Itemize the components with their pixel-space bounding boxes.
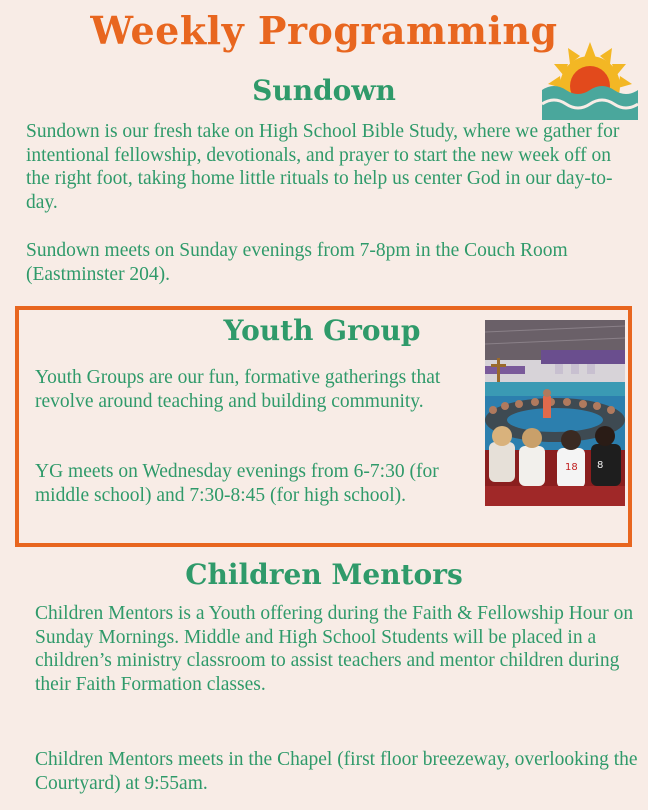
sundown-heading: Sundown xyxy=(252,74,396,107)
svg-text:8: 8 xyxy=(597,460,604,471)
sundown-description: Sundown is our fresh take on High School Bible Study, where we gather for intentional fellowship, devotionals, and prayer to start the new week off on the right foot, taking home little rituals to help us center God in our day-to-day. xyxy=(26,121,620,213)
youth-group-description: Youth Groups are our fun, formative gatherings that revolve around teaching and building community. xyxy=(35,367,441,412)
youth-group-schedule: YG meets on Wednesday evenings from 6-7:30 (for middle school) and 7:30-8:45 (for high school). xyxy=(35,461,439,506)
youth-group-photo xyxy=(485,320,625,506)
youth-group-heading: Youth Group xyxy=(223,314,421,347)
children-mentors-heading: Children Mentors xyxy=(185,558,463,591)
children-mentors-description: Children Mentors is a Youth offering during the Faith & Fellowship Hour on Sunday Mornings. Middle and High School Students will be placed in a children’s ministry classroom to assist teachers and mentor children during their Faith Formation classes. xyxy=(35,603,634,695)
svg-text:18: 18 xyxy=(565,462,578,473)
page-title: Weekly Programming xyxy=(90,8,558,53)
children-mentors-schedule: Children Mentors meets in the Chapel (first floor breezeway, overlooking the Courtyard) at 9:55am. xyxy=(35,749,638,794)
sundown-schedule: Sundown meets on Sunday evenings from 7-8pm in the Couch Room (Eastminster 204). xyxy=(26,240,568,285)
